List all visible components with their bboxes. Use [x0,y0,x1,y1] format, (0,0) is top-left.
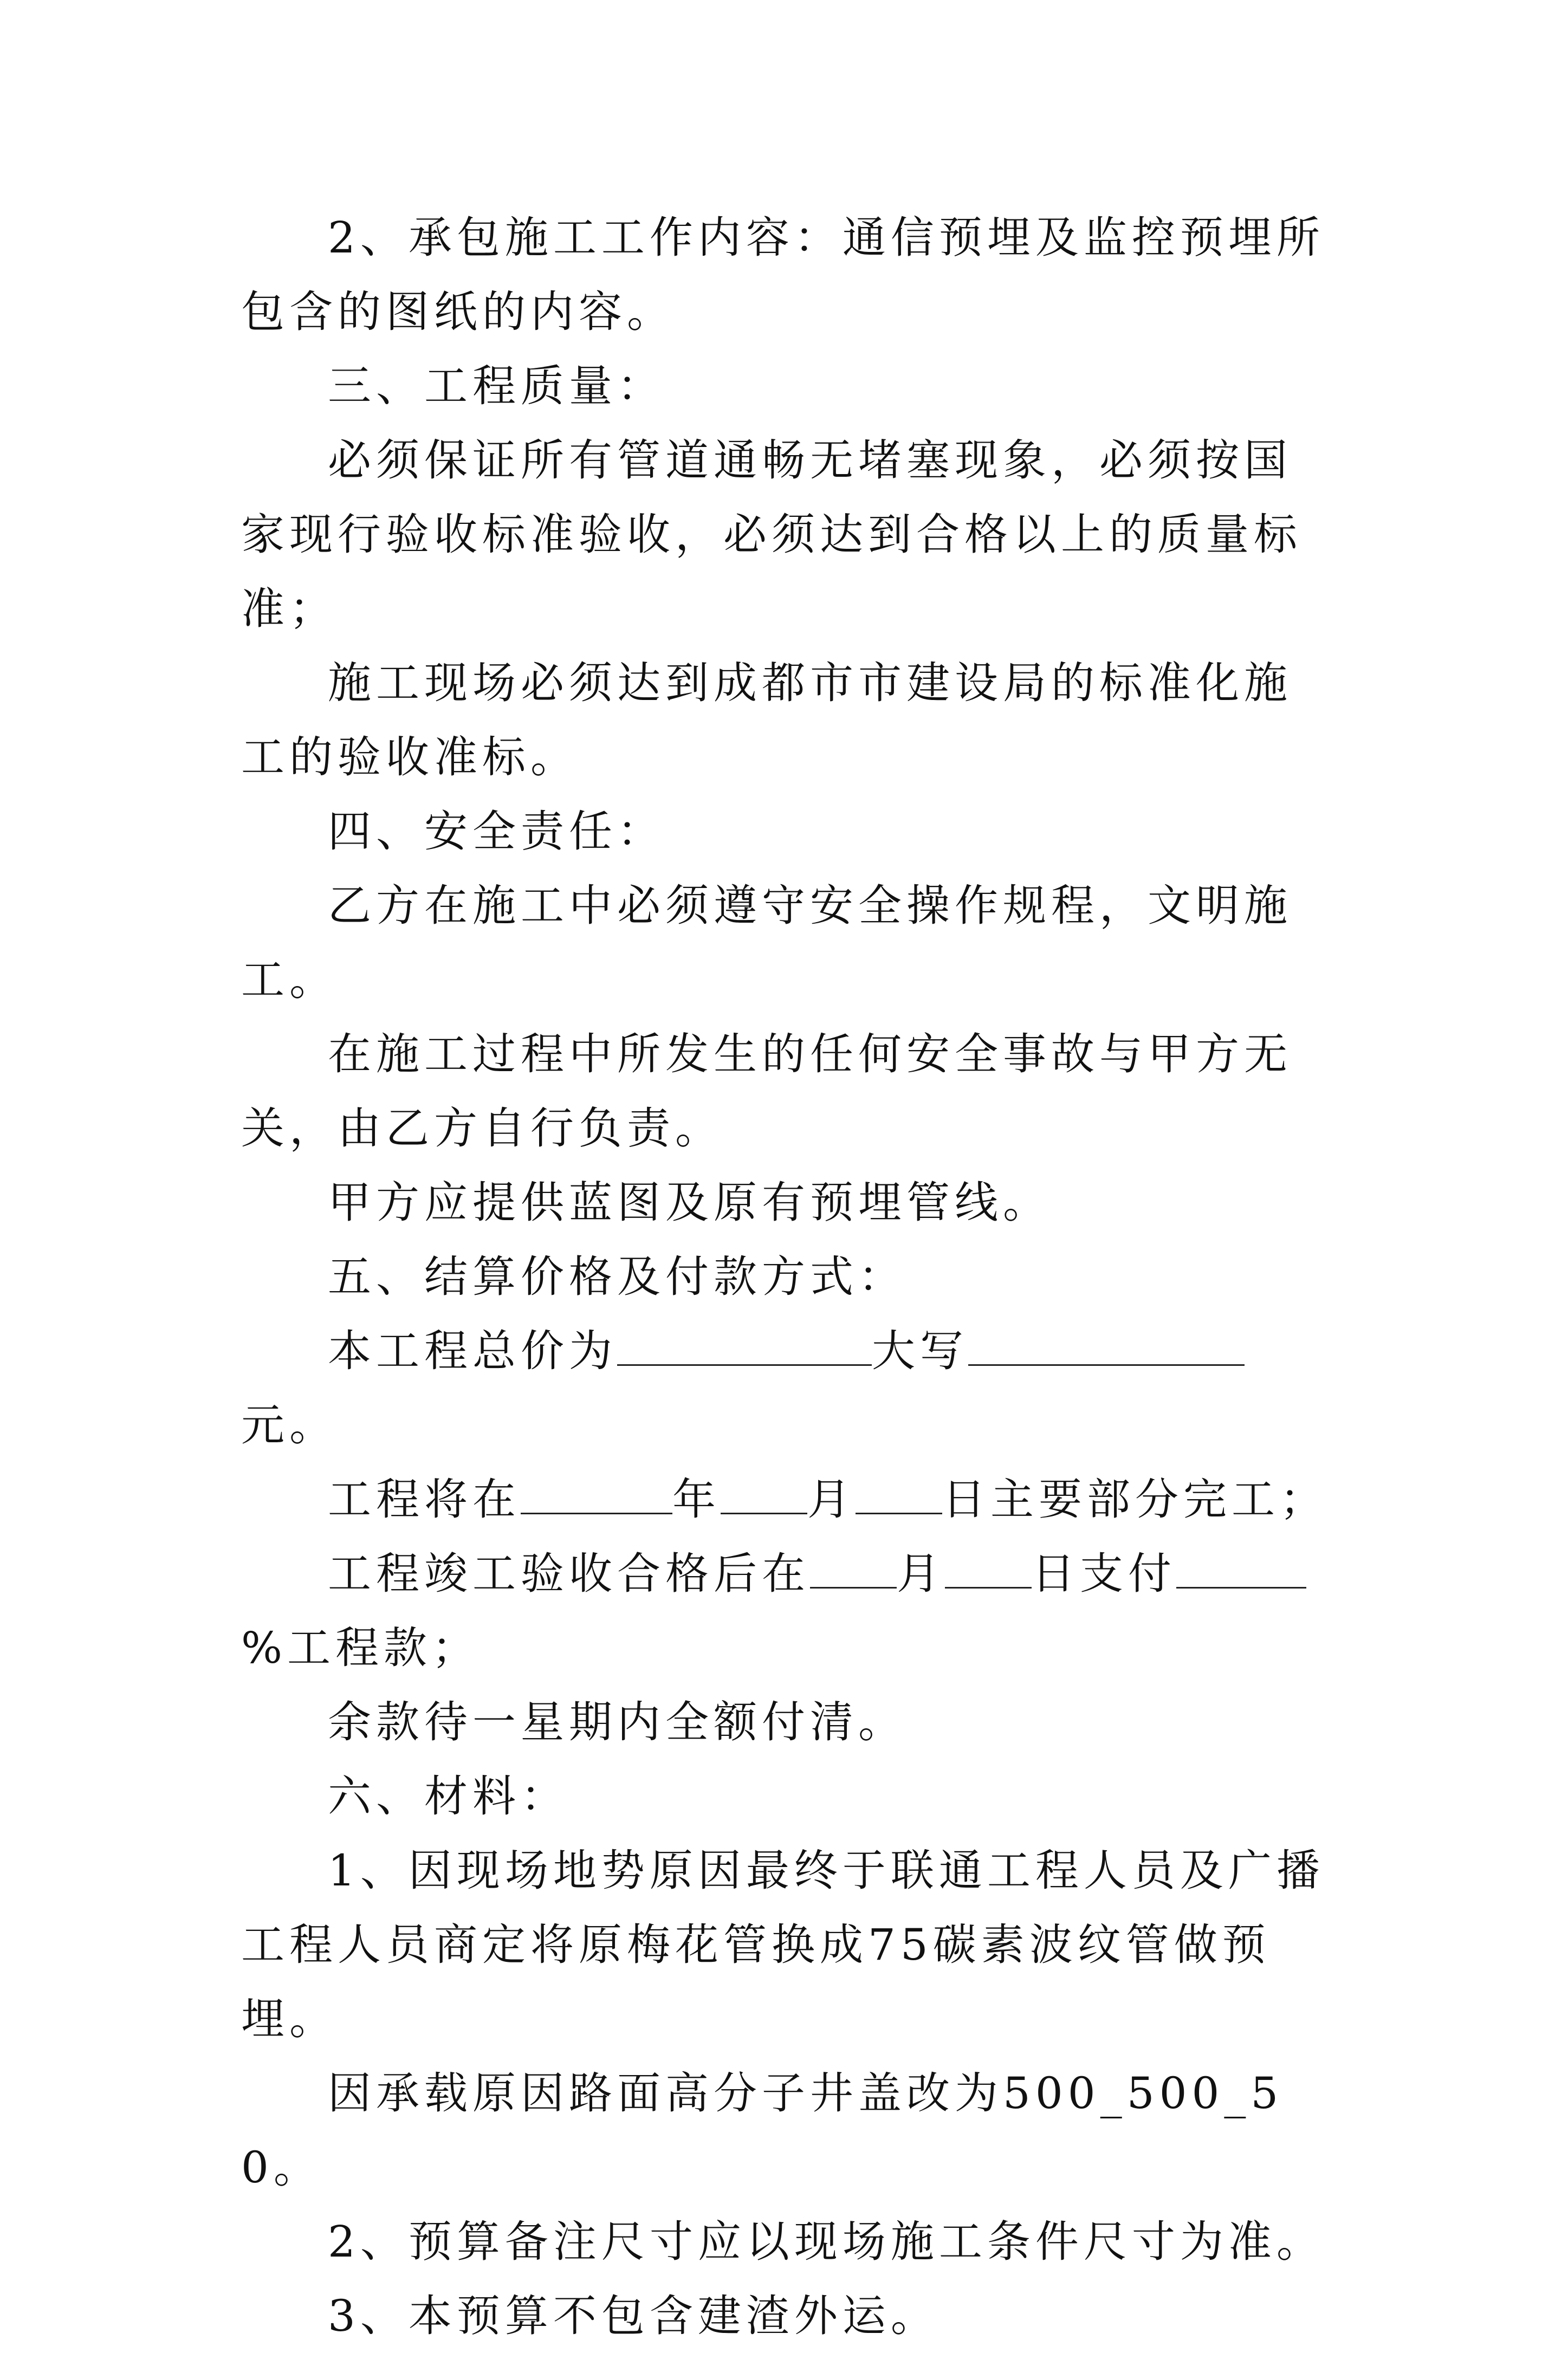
completion-line [241,1462,1336,1537]
completion-day-label: 日主要部分完工； [942,1474,1328,1525]
heading-safety: 四、安全责任： [328,806,665,857]
completion-month-blank [721,1474,807,1514]
payment-month-blank [810,1548,897,1589]
paragraph-safety-2: 在施工过程中所发生的任何安全事故与甲方无关，由乙方自行负责。 [241,1029,1292,1153]
completion-year-label: 年 [672,1474,721,1525]
completion-month-label: 月 [807,1474,856,1525]
paragraph-work-scope: 2、承包施工工作内容：通信预埋及监控预埋所包含的图纸的内容。 [241,212,1325,337]
price-unit: 元。 [241,1400,338,1450]
paragraph-quality-1: 必须保证所有管道通畅无堵塞现象，必须按国家现行验收标准验收，必须达到合格以上的质量标准； [241,435,1302,634]
completion-year-blank [521,1474,672,1514]
paragraph-safety-3: 甲方应提供蓝图及原有预埋管线。 [328,1177,1051,1228]
payment-day-blank [945,1548,1032,1589]
paragraph-quality-2: 施工现场必须达到成都市市建设局的标准化施工的验收准标。 [241,658,1292,782]
paragraph-materials-4: 3、本预算不包含建渣外运。 [328,2291,939,2341]
paragraph-materials-3: 2、预算备注尺寸应以现场施工条件尺寸为准。 [328,2216,1325,2267]
completion-day-blank [856,1474,942,1514]
payment-line [241,1537,1336,1685]
payment-label: 工程竣工验收合格后在 [328,1548,810,1599]
price-blank [617,1325,872,1366]
payment-percent-label: %工程款； [241,1623,481,1673]
completion-label: 工程将在 [328,1474,521,1525]
payment-month-label: 月 [897,1548,945,1599]
price-uppercase-label: 大写 [872,1326,968,1376]
price-label: 本工程总价为 [328,1326,617,1376]
paragraph-materials-2: 因承载原因路面高分子井盖改为500_500_50。 [241,2068,1284,2193]
paragraph-balance: 余款待一星期内全额付清。 [328,1697,906,1747]
paragraph-safety-1: 乙方在施工中必须遵守安全操作规程，文明施工。 [241,880,1292,1005]
payment-percent-blank [1176,1548,1306,1589]
heading-quality: 三、工程质量： [328,361,665,411]
paragraph-materials-1: 1、因现场地势原因最终于联通工程人员及广播工程人员商定将原梅花管换成75碳素波纹管做预埋。 [241,1845,1325,2044]
payment-day-label: 日支付 [1032,1548,1176,1599]
document-body [241,200,1336,2353]
price-line [241,1314,1336,1462]
heading-payment: 五、结算价格及付款方式： [328,1252,906,1302]
heading-materials: 六、材料： [328,1771,569,1822]
price-uppercase-blank [968,1325,1245,1366]
